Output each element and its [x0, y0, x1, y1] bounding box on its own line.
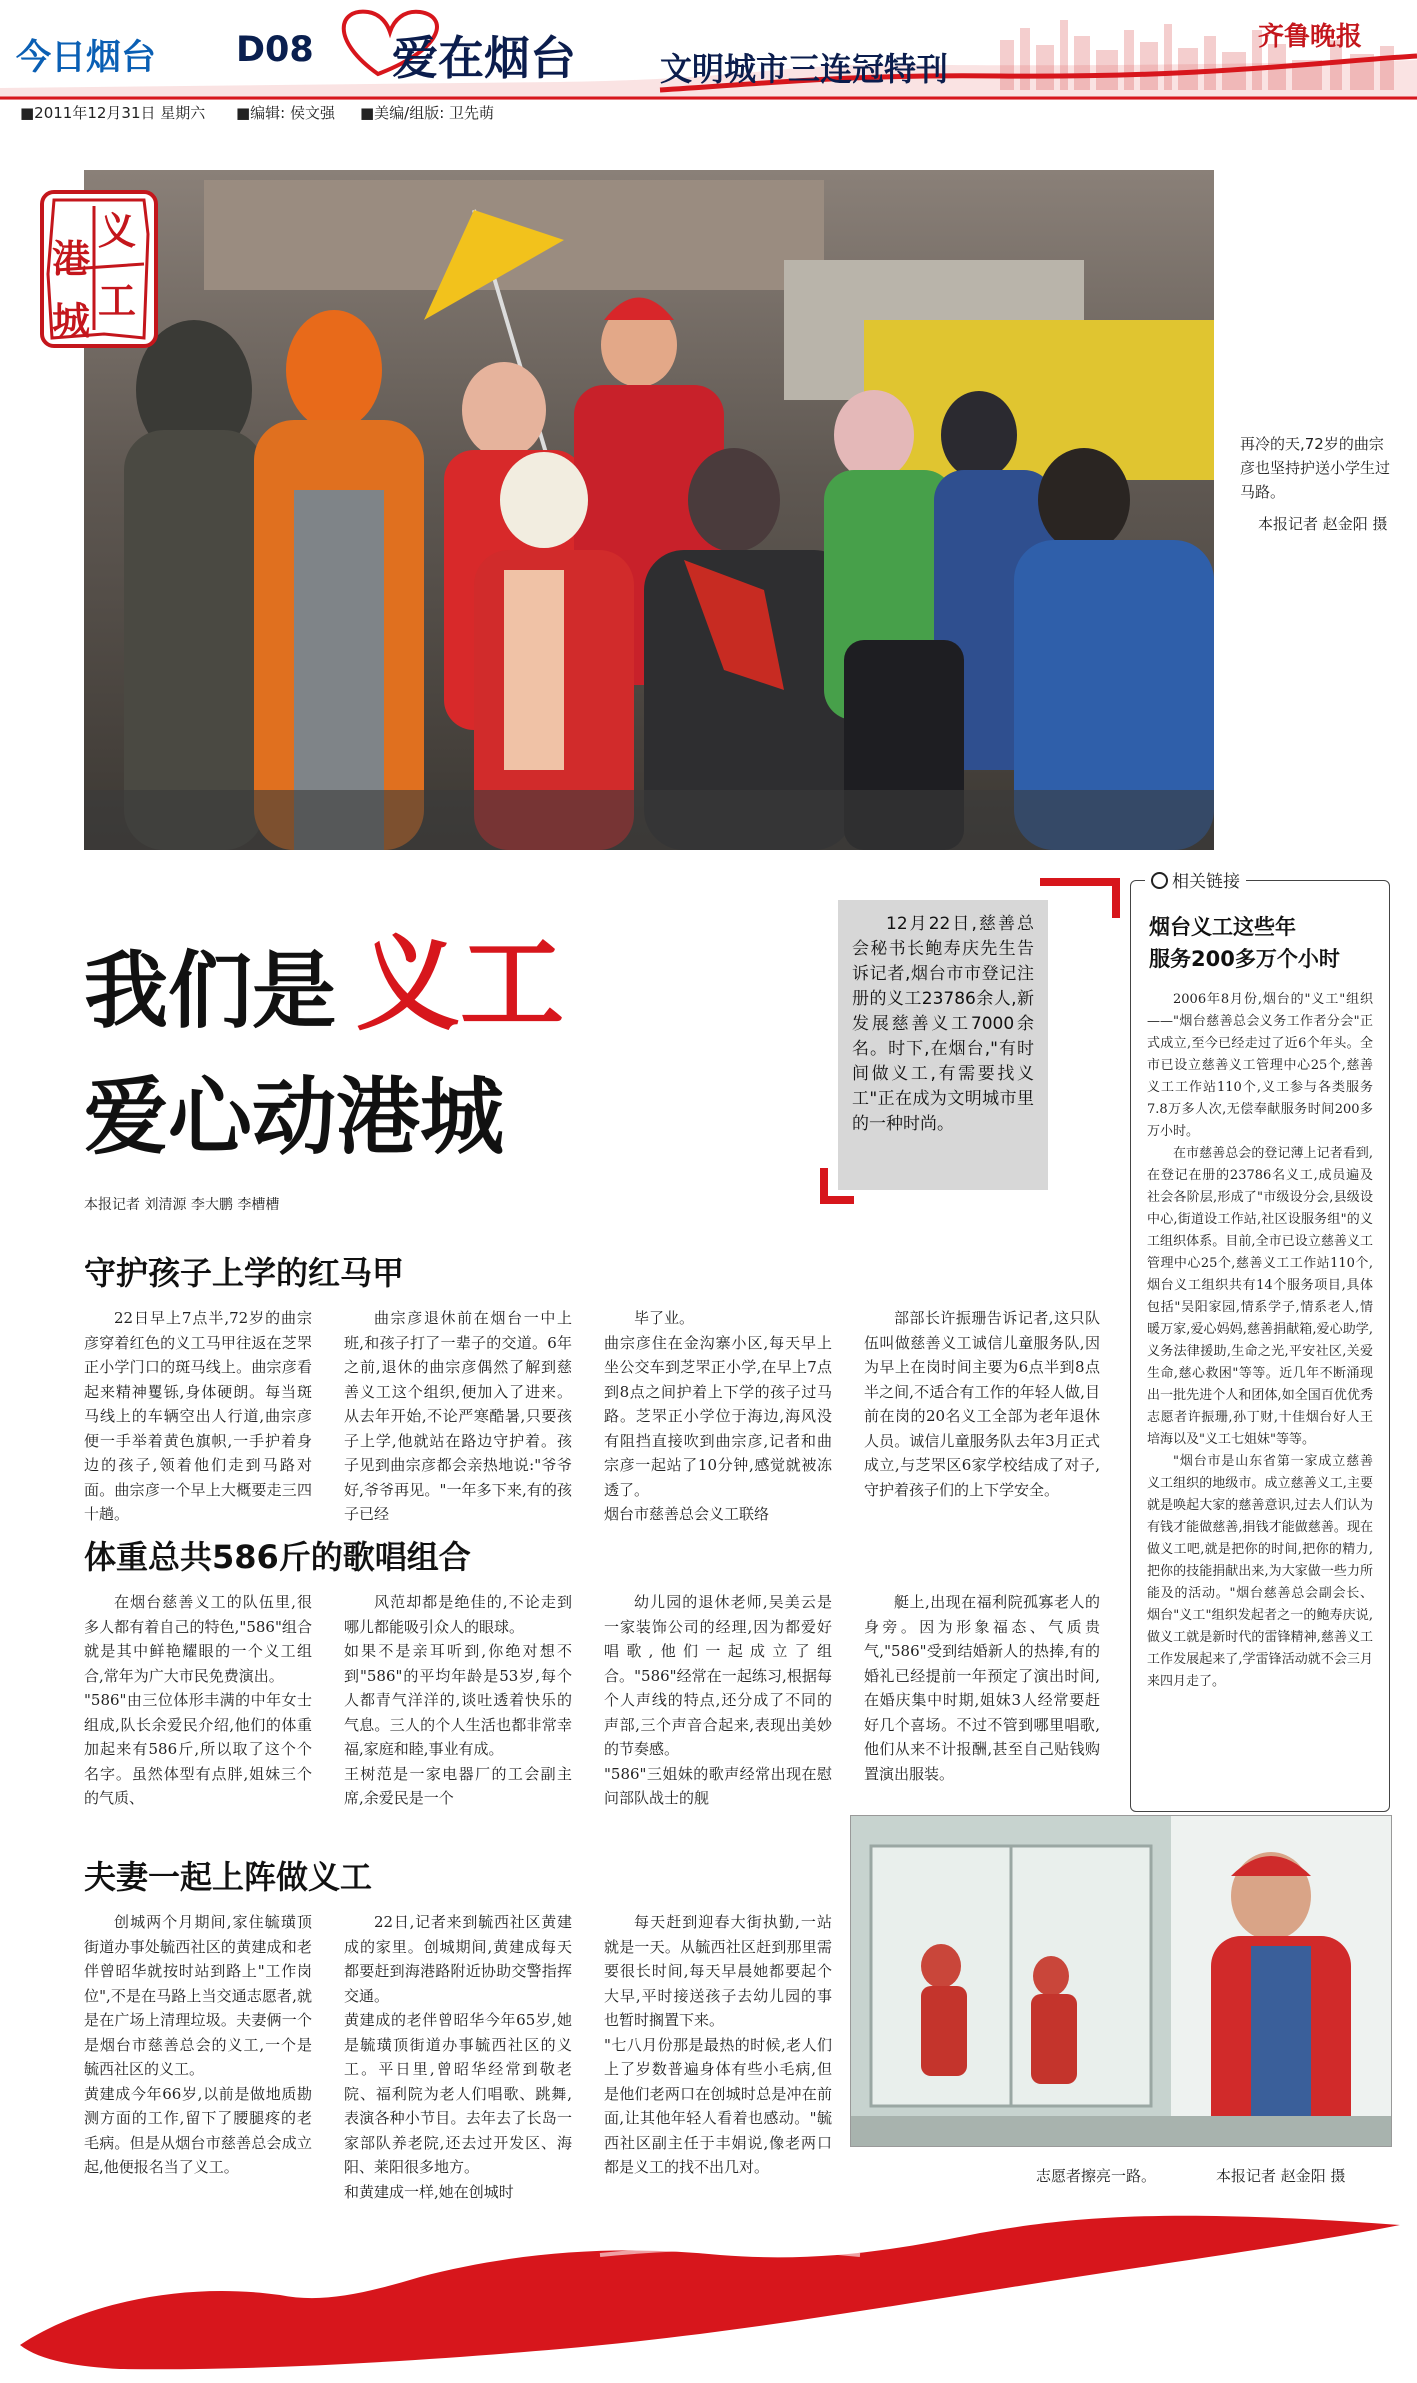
- section3-col2: 22日,记者来到毓西社区黄建成的家里。创城期间,黄建成每天都要赶到海港路附近协助交警指挥交通。 黄建成的老伴曾昭华今年65岁,她是毓璜顶街道办事毓西社区的义工。平日里,曾昭华经常到敬老院、福利院为老人们唱歌、跳舞,表演各种小节目。去年去了长岛一家部队养老院,还去过开发区、海阳、莱阳很多地方。 和黄建成一样,她在创城时: [344, 1913, 572, 2201]
- lead-text: 12月22日,慈善总会秘书长鲍寿庆先生告诉记者,烟台市市登记注册的义工23786余人,新发展慈善义工7000余名。时下,在烟台,"有时间做义工,有需要找义工"正在成为文明城市里的一种时尚。: [852, 914, 1034, 1134]
- issue-date: ■2011年12月31日 星期六: [20, 104, 206, 122]
- section1-heading: 守护孩子上学的红马甲: [84, 1254, 405, 1292]
- sidebar-title-line1: 烟台义工这些年: [1149, 915, 1296, 939]
- seal-char: 工: [98, 278, 137, 323]
- related-links-sidebar: [1130, 872, 1390, 1812]
- section2-col1: 在烟台慈善义工的队伍里,很多人都有着自己的特色,"586"组合就是其中鲜艳耀眼的一个义工组合,常年为广大市民免费演出。 "586"由三位体形丰满的中年女士组成,队长余爱民介绍,他们的体重加起来有586斤,所以取了这个个名字。虽然体型有点胖,姐妹三个的气质、: [84, 1593, 312, 1807]
- section1-col1: 22日早上7点半,72岁的曲宗彦穿着红色的义工马甲往返在芝罘正小学门口的斑马线上。曲宗彦看起来精神矍铄,身体硬朗。每当斑马线上的车辆空出人行道,曲宗彦便一手举着黄色旗帜,一手护着身边的孩子,领着他们走到马路对面。曲宗彦一个早上大概要走三四十趟。: [84, 1309, 312, 1523]
- section1-col4: 部部长许振珊告诉记者,这只队伍叫做慈善义工诚信儿童服务队,因为早上在岗时间主要为6点半到8点半之间,不适合有工作的年轻人做,目前在岗的20名义工全部为老年退休人员。诚信儿童服务队去年3月正式成立,与芝罘区6家学校结成了对子,守护着孩子们的上下学安全。: [864, 1309, 1100, 1499]
- sidebar-paragraph: 2006年8月份,烟台的"义工"组织——"烟台慈善总会义务工作者分会"正式成立,至今已经走过了近6个年头。全市已设立慈善义工管理中心25个,慈善义工工作站110个,义工参与各类服务7.8万多人次,无偿奉献服务时间200多万小时。: [1147, 992, 1373, 1139]
- lead-box: [838, 900, 1048, 1190]
- masthead-title: 爱在烟台: [392, 31, 576, 85]
- headline-part1: 我们是: [84, 942, 337, 1040]
- section2-heading: 体重总共586斤的歌唱组合: [84, 1538, 471, 1576]
- editor: ■编辑: 侯文强: [236, 104, 335, 122]
- section3-col1: 创城两个月期间,家住毓璜顶街道办事处毓西社区的黄建成和老伴曾昭华就按时站到路上"工作岗位",不是在马路上当交通志愿者,就是在广场上清理垃圾。夫妻俩一个是烟台市慈善总会的义工,一个是毓西社区的义工。 黄建成今年66岁,以前是做地质勘测方面的工作,留下了腰腿疼的老毛病。但是从烟台市慈善总会成立起,他便报名当了义工。: [84, 1913, 312, 2176]
- sidebar-label: [1145, 867, 1246, 892]
- bottom-photo-credit: 本报记者 赵金阳 摄: [1216, 2167, 1346, 2185]
- bottom-photo: [850, 1815, 1392, 2147]
- page-number: D08: [236, 30, 314, 70]
- section2-col2: 风范却都是绝佳的,不论走到哪儿都能吸引众人的眼球。 如果不是亲耳听到,你绝对想不到"586"的平均年龄是53岁,每个人都青气洋洋的,谈吐透着快乐的气息。三人的个人生活也都非常幸福,家庭和睦,事业有成。 王树范是一家电器厂的工会副主席,余爱民是一个: [344, 1593, 572, 1807]
- section2-col3: 幼儿园的退休老师,吴美云是一家装饰公司的经理,因为都爱好唱歌,他们一起成立了组合。"586"经常在一起练习,根据每个人声线的特点,还分成了不同的声部,三个声音合起来,表现出美妙的节奏感。 "586"三姐妹的歌声经常出现在慰问部队战士的舰: [604, 1593, 832, 1807]
- designer: ■美编/组版: 卫先萌: [360, 104, 495, 122]
- seal-stamp: [40, 190, 158, 348]
- top-photo-credit: 本报记者 赵金阳 摄: [1258, 515, 1388, 533]
- sidebar-label-text: 相关链接: [1172, 872, 1240, 892]
- headline-line2: 爱心动港城: [84, 1068, 505, 1166]
- section1-col3: 毕了业。 曲宗彦住在金沟寨小区,每天早上坐公交车到芝罘正小学,在早上7点到8点之间护着上下学的孩子过马路。芝罘正小学位于海边,海风没有阻挡直接吹到曲宗彦,记者和曲宗彦一起站了10分钟,感觉就被冻透了。 烟台市慈善总会义工联络: [604, 1309, 832, 1523]
- sidebar-paragraph: "烟台市是山东省第一家成立慈善义工组织的地级市。成立慈善义工,主要就是唤起大家的慈善意识,过去人们认为有钱才能做慈善,捐钱才能做慈善。现在做义工吧,就是把你的时间,把你的精力,把你的技能捐献出来,为大家做一些力所能及的活动。"烟台慈善总会副会长、烟台"义工"组织发起者之一的鲍寿庆说,做义工就是新时代的雷锋精神,慈善义工工作发展起来了,学雷锋活动就不会三月来四月走了。: [1147, 1454, 1373, 1689]
- section2-col4: 艇上,出现在福利院孤寡老人的身旁。因为形象福态、气质贵气,"586"受到结婚新人的热捧,有的婚礼已经提前一年预定了演出时间,在婚庆集中时期,姐妹3人经常要赶好几个喜场。不过不管到哪里唱歌,他们从来不计报酬,甚至自己贴钱购置演出服装。: [864, 1593, 1100, 1783]
- sidebar-title-line2: 服务200多万个小时: [1149, 947, 1340, 971]
- seal-char: 城: [52, 298, 91, 343]
- sidebar-paragraph: 在市慈善总会的登记薄上记者看到,在登记在册的23786名义工,成员遍及社会各阶层,形成了"市级设分会,县级设中心,街道设工作站,社区设服务组"的义工组织体系。目前,全市已设立慈善义工管理中心25个,慈善义工工作站110个,烟台义工组织共有14个服务项目,具体包括"吴阳家园,情系学子,情系老人,情暖万家,爱心妈妈,慈善捐献箱,爱心助学,义务法律援助,生命之光,平安社区,关爱生命,慈心救困"等等。近几年不断涌现出一批先进个人和团体,如全国百优优秀志愿者许振珊,孙丁财,十佳烟台好人王培海以及"义工七姐妹"等等。: [1147, 1146, 1373, 1447]
- sidebar-body: [1147, 989, 1373, 1693]
- newspaper-logo: 齐鲁晚报: [1258, 22, 1363, 52]
- masthead: [0, 0, 1417, 122]
- byline: 本报记者 刘清源 李大鹏 李槽槽: [84, 1197, 280, 1213]
- bottom-red-swoosh: [0, 2185, 1417, 2383]
- bottom-photo-caption: 志愿者擦亮一路。: [1036, 2167, 1157, 2185]
- masthead-subtitle: 文明城市三连冠特刊: [660, 50, 949, 88]
- section3-heading: 夫妻一起上阵做义工: [84, 1858, 373, 1896]
- seal-char: 港: [52, 236, 91, 281]
- top-photo: [84, 170, 1214, 850]
- photo-children-crossing: [84, 170, 1214, 850]
- headline-highlight: 义工: [356, 923, 565, 1045]
- link-icon: [1151, 872, 1168, 889]
- section1-col2: 曲宗彦退休前在烟台一中上班,和孩子打了一辈子的交道。6年之前,退休的曲宗彦偶然了解到慈善义工这个组织,便加入了进来。从去年开始,不论严寒酷暑,只要孩子上学,他就站在路边守护着。孩子见到曲宗彦都会亲热地说:"爷爷好,爷爷再见。"一年多下来,有的孩子已经: [344, 1309, 572, 1523]
- photo-volunteers-cleaning: [851, 1816, 1391, 2146]
- seal-char: 义: [98, 208, 137, 253]
- headline-line1: [84, 900, 564, 1050]
- section3-col3: 每天赶到迎春大街执勤,一站就是一天。从毓西社区赶到那里需要很长时间,每天早晨她都要起个大早,平时接送孩子去幼儿园的事也暂时搁置下来。 "七八月份那是最热的时候,老人们上了岁数普遍身体有些小毛病,但是他们老两口在创城时总是冲在前面,让其他年轻人看着也感动。"毓西社区副主任于丰娟说,像老两口都是义工的找不出几对。: [604, 1913, 832, 2176]
- brand-name: 今日烟台: [16, 38, 157, 78]
- top-photo-caption: 再冷的天,72岁的曲宗彦也坚持护送小学生过马路。: [1240, 435, 1391, 501]
